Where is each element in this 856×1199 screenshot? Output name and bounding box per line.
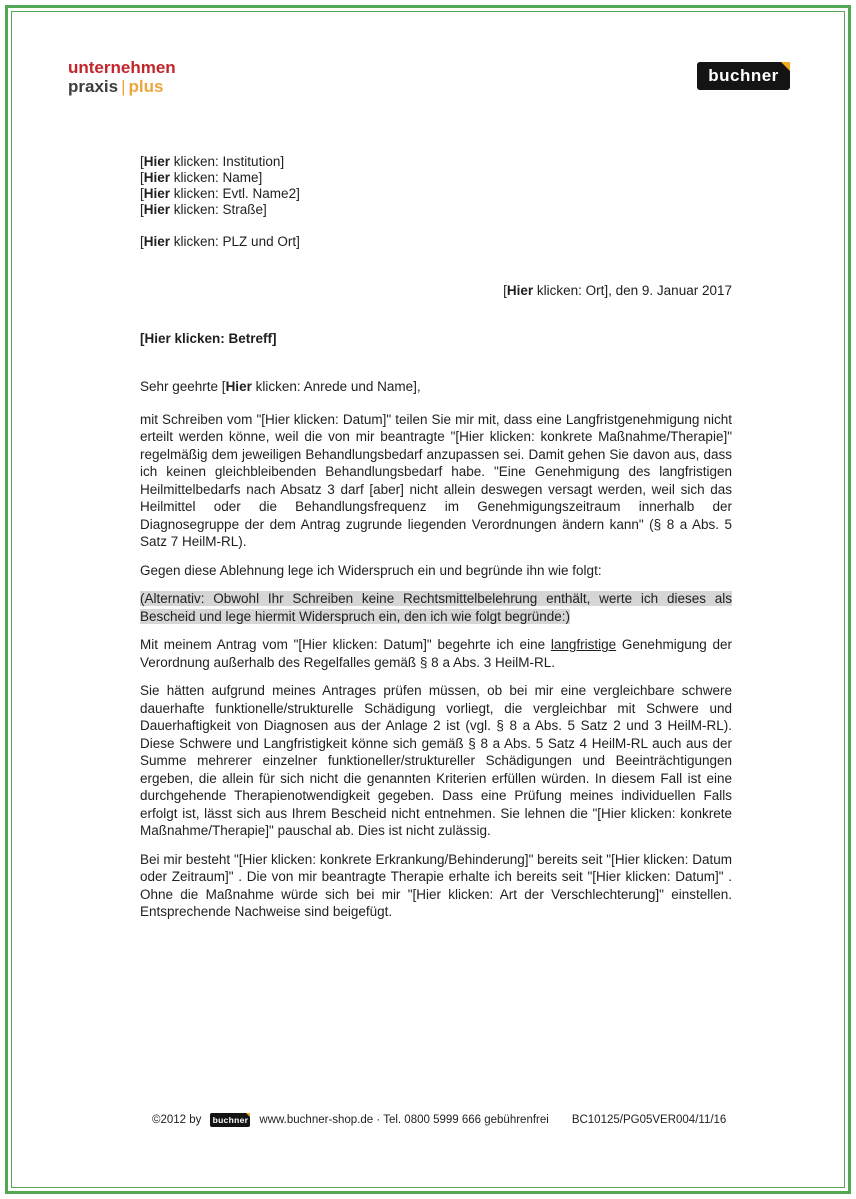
recipient-line-city[interactable]: [Hier klicken: PLZ und Ort] [140,234,300,249]
badge-corner-accent-icon [246,1113,250,1117]
buchner-logo-text: buchner [708,66,779,85]
buchner-badge [210,1113,250,1127]
page-border-inner [11,11,845,1188]
letter-body [140,154,732,921]
highlighted-alternative-text: (Alternativ: Obwohl Ihr Schreiben keine Rechtsmittelbelehrung enthält, werte ich dieses als Bescheid und lege hiermit Widerspruch ein, den ich wie folgt begründe:) [140,591,732,624]
date-line[interactable]: [Hier klicken: Ort], den 9. Januar 2017 [503,283,732,298]
paragraph-alternative [140,590,732,625]
underlined-word: langfristige [550,637,617,652]
paragraph-objection: Gegen diese Ablehnung lege ich Widerspruch ein und begründe ihn wie folgt: [140,562,602,578]
copyright-text: ©2012 by [152,1114,202,1126]
recipient-line-name[interactable]: [Hier klicken: Name] [140,170,263,185]
recipient-line-name2[interactable]: [Hier klicken: Evtl. Name2] [140,186,300,201]
logo-corner-accent-icon [781,62,790,71]
brand-separator: | [121,77,126,96]
salutation[interactable]: Sehr geehrte [Hier klicken: Anrede und Name], [140,379,421,394]
recipient-line-street[interactable]: [Hier klicken: Straße] [140,202,267,217]
buchner-logo [697,62,790,90]
paragraph-condition-evidence: Bei mir besteht "[Hier klicken: konkrete Erkrankung/Behinderung]" bereits seit "[Hier klicken: Datum oder Zeitraum]" . Die von mir beantragte Therapie erhalte ich bereits seit "[Hier klicken: Datum]" . Ohne die Maßnahme würde sich bei mir "[Hier klicken: Art der Verschlechterung]" einstellen. Entsprechende Nachweise sind beigefügt. [140,851,732,919]
recipient-address-block [140,154,732,250]
brand-line-praxis-plus [68,77,176,96]
footer [152,1113,727,1127]
buchner-badge-text: buchner [212,1115,249,1125]
unternehmen-praxis-plus-logo [68,58,176,96]
page-border-outer [5,5,851,1194]
paragraph-request: Mit meinem Antrag vom "[Hier klicken: Datum]" begehrte ich eine langfristige Genehmigung der Verordnung außerhalb des Regelfalles gemäß § 8 a Abs. 3 HeilM-RL. [140,637,733,670]
paragraph-rejection-summary: mit Schreiben vom "[Hier klicken: Datum]" teilen Sie mir mit, dass eine Langfristgenehmigung nicht erteilt werden könne, weil die von mir beantragte "[Hier klicken: konkrete Maßnahme/Therapie]" regelmäßig dem jeweiligen Behandlungsbedarf anzupassen sei. Damit gehen Sie davon aus, dass ich keinen gleichbleibenden Behandlungsbedarf habe. "Eine Genehmigung des langfristigen Heilmittelbedarfs nach Absatz 3 darf [aber] nicht allein deswegen versagt werden, weil sich das Heilmittel oder die Behandlungsfrequenz im Genehmigungszeitraum innerhalb der Diagnosegruppe der dem Antrag zugrunde liegenden Verordnungen ändern kann" (§ 8 a Abs. 5 Satz 7 HeilM-RL). [140,411,732,549]
recipient-line-institution[interactable]: [Hier klicken: Institution] [140,154,285,169]
paragraph-justification: Sie hätten aufgrund meines Antrages prüfen müssen, ob bei mir eine vergleichbare schwere dauerhafte funktionelle/strukturelle Schädigung vorliegt, die vergleichbar mit Schwere und Dauerhaftigkeit von Diagnosen aus der Anlage 2 ist (vgl. § 8 a Abs. 5 Satz 2 und 3 HeilM-RL). Diese Schwere und Langfristigkeit könne sich gemäß § 8 a Abs. 5 Satz 4 HeilM-RL auch aus der Summe mehrerer einzelner funktioneller/struktureller Schädigungen und Beeinträchtigungen ergeben, die allein für sich nicht die genannten Kriterien erfüllen würden. In diesem Fall ist eine durchgehende Therapienotwendigkeit gegeben. Dass eine Prüfung meines individuellen Falls erfolgt ist, lässt sich aus Ihrem Bescheid nicht entnehmen. Sie lehnen die "[Hier klicken: konkrete Maßnahme/Therapie]" pauschal ab. Dies ist nicht zulässig. [140,683,732,838]
brand-word-praxis: praxis [68,77,119,96]
brand-word-plus: plus [128,77,164,96]
document-code: BC10125/PG05VER004/11/16 [571,1114,727,1126]
subject-line[interactable]: [Hier klicken: Betreff] [140,330,277,346]
contact-info: www.buchner-shop.de · Tel. 0800 5999 666 gebührenfrei [259,1114,549,1126]
letter-page [12,12,844,1187]
brand-word-unternehmen: unternehmen [68,58,176,77]
letterhead [12,12,844,96]
